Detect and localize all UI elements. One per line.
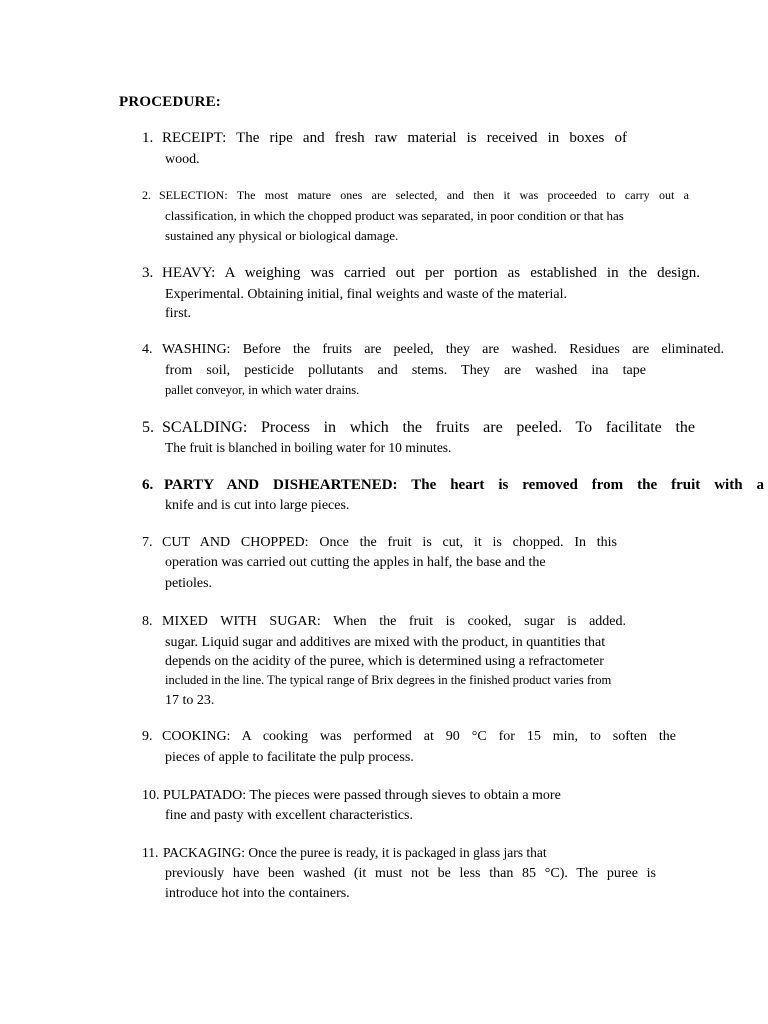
step-number: 6.: [142, 477, 154, 493]
step-text-line: introduce hot into the containers.: [165, 886, 350, 901]
step-text-line: wood.: [165, 152, 200, 167]
step-text-line: petioles.: [165, 576, 213, 591]
step-number: 7.: [142, 535, 153, 550]
step-text-line: COOKING: A cooking was performed at 90 °C for 15 min, to soften the: [162, 729, 676, 744]
step-text-line: HEAVY: A weighing was carried out per portion as established in the design.: [162, 265, 700, 281]
step-text-line: RECEIPT: The ripe and fresh raw material is received in boxes of: [162, 130, 627, 146]
step-number: 3.: [142, 265, 154, 281]
step-text-line: WASHING: Before the fruits are peeled, they are washed. Residues are eliminated.: [162, 342, 724, 357]
step-text-line: depends on the acidity of the puree, which is determined using a refractometer: [165, 654, 604, 669]
step-text-line: PARTY AND DISHEARTENED: The heart is removed from the fruit with a: [164, 477, 764, 493]
step-number: 1.: [142, 130, 154, 146]
step-text-line: Experimental. Obtaining initial, final weights and waste of the material.: [165, 287, 567, 302]
step-text-line: sustained any physical or biological damage.: [165, 228, 399, 243]
step-text-line: SCALDING: Process in which the fruits are peeled. To facilitate the: [162, 419, 695, 436]
step-text-line: classification, in which the chopped product was separated, in poor condition or that has: [165, 208, 624, 223]
step-text-line: included in the line. The typical range of Brix degrees in the finished product varies from: [165, 673, 612, 687]
step-number: 11.: [142, 845, 159, 860]
step-text-line: SELECTION: The most mature ones are selected, and then it was proceeded to carry out a: [159, 188, 689, 202]
step-text-line: 17 to 23.: [165, 693, 215, 708]
step-text-line: previously have been washed (it must not be less than 85 °C). The puree is: [165, 866, 656, 881]
step-text-line: pallet conveyor, in which water drains.: [165, 383, 360, 397]
procedure-heading: PROCEDURE:: [119, 94, 221, 110]
step-text-line: PACKAGING: Once the puree is ready, it is packaged in glass jars that: [163, 845, 547, 860]
step-text-line: first.: [165, 306, 192, 321]
step-text-line: from soil, pesticide pollutants and stems. They are washed ina tape: [165, 363, 646, 378]
step-text-line: pieces of apple to facilitate the pulp process.: [165, 750, 414, 765]
step-number: 2.: [142, 188, 151, 202]
step-number: 5.: [142, 419, 154, 436]
step-text-line: The fruit is blanched in boiling water for 10 minutes.: [165, 440, 452, 455]
step-text-line: knife and is cut into large pieces.: [165, 498, 350, 513]
step-number: 8.: [142, 614, 153, 629]
step-number: 4.: [142, 342, 153, 357]
step-number: 10.: [142, 788, 160, 803]
step-number: 9.: [142, 729, 153, 744]
step-text-line: CUT AND CHOPPED: Once the fruit is cut, it is chopped. In this: [162, 535, 617, 550]
step-text-line: fine and pasty with excellent characteristics.: [165, 808, 414, 823]
step-text-line: PULPATADO: The pieces were passed through sieves to obtain a more: [163, 788, 561, 803]
step-text-line: sugar. Liquid sugar and additives are mixed with the product, in quantities that: [165, 635, 606, 650]
step-text-line: MIXED WITH SUGAR: When the fruit is cooked, sugar is added.: [162, 614, 626, 629]
step-text-line: operation was carried out cutting the apples in half, the base and the: [165, 555, 546, 570]
